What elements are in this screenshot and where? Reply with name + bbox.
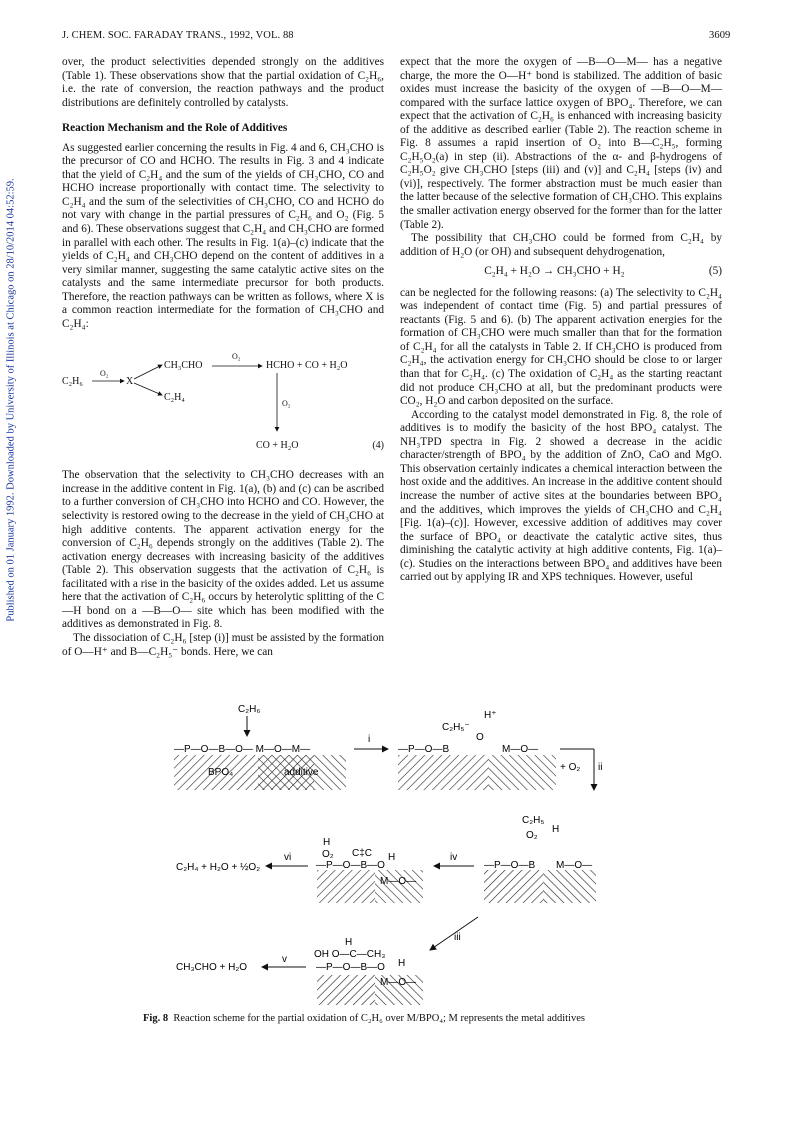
- fig-chain: M—O—: [380, 977, 417, 988]
- running-header: J. CHEM. SOC. FARADAY TRANS., 1992, VOL. 88: [62, 30, 294, 41]
- fig-additive-label: additive: [284, 767, 319, 778]
- equation-number: (5): [708, 265, 722, 278]
- fig-o2-label: + O₂: [560, 762, 581, 773]
- caption-text: Reaction scheme for the partial oxidation of C₂H₆ over M/BPO₄; M represents the metal additives: [173, 1013, 585, 1024]
- paragraph: The possibility that CH₃CHO could be formed from C₂H₄ by addition of H₂O (or OH) and subsequent dehydrogenation,: [400, 232, 722, 258]
- scheme-x: X: [126, 376, 134, 388]
- fig-oh-ch3: OH O—C—CH₃: [314, 949, 386, 960]
- fig-product-vi: C₂H₄ + H₂O + ½O₂: [176, 862, 261, 873]
- fig-proton: H⁺: [484, 710, 497, 721]
- fig-chain: —P—O—B—O: [316, 860, 385, 871]
- paragraph: According to the catalyst model demonstrated in Fig. 8, the role of additives is to modify the basicity of the host BPO₄ catalyst. The NH₃TPD spectra in Fig. 2 showed a decrease in the acidic character/strength of BPO₄ by the addition of ZnO, CaO and MgO. This observation certainly indicates a chemical interaction between the host oxide and the additives. An increase in the additive content should increase the number of active sites at the boundaries between BPO₄ and the additives, which improves the yields of CH₃CHO and C₂H₄ [Fig. 1(a)–(c)]. However, excessive addition of additives may cover the surface of BPO₄ or deactivate the catalytic active sites, thus diminishing the catalytic activity at high additive contents, Fig. 1(a)–(c). Studies on the interactions between BPO₄ and additives have been carried out by applying IR and XPS techniques. However, useful: [400, 408, 722, 584]
- fig-chain: —P—O—B—O— M—O—M—: [174, 744, 311, 755]
- surface: [398, 755, 488, 790]
- scheme-c2h6: C₂H₆: [62, 376, 83, 388]
- fig-h: H: [323, 837, 331, 848]
- fig-chain: M—O—: [502, 744, 539, 755]
- surface: [317, 975, 375, 1005]
- download-watermark-text: Published on 01 January 1992. Downloaded by University of Illinois at Chicago on 28/10/2014 04:52:59.: [5, 178, 17, 622]
- surface: [317, 870, 375, 903]
- fig-step-label: iii: [454, 932, 461, 943]
- fig-chain: —P—O—B: [398, 744, 450, 755]
- fig-chain: M—O—: [556, 860, 593, 871]
- surface: [544, 870, 596, 903]
- paragraph: over, the product selectivities depended strongly on the additives (Table 1). These observations show that the partial oxidation of C₂H₆, i.e. the rate of conversion, the reaction pathways and the product distributions are definitely controlled by catalysts.: [62, 56, 384, 109]
- caption-label: Fig. 8: [143, 1013, 169, 1024]
- surface: [488, 755, 556, 790]
- fig-chain: M—O—: [380, 876, 417, 887]
- fig-chain: —P—O—B—O: [316, 962, 385, 973]
- scheme-c2h4: C₂H₄: [164, 392, 185, 404]
- fig-chain: —P—O—B: [484, 860, 536, 871]
- equation-body: C₂H₄ + H₂O → CH₃CHO + H₂: [484, 265, 625, 278]
- page-number: 3609: [709, 30, 731, 41]
- figure-caption: [143, 1013, 585, 1024]
- fig-o2: O₂: [526, 830, 538, 841]
- fig-c2h6: C₂H₆: [238, 704, 261, 715]
- scheme-o2: O₂: [282, 399, 291, 409]
- section-heading: Reaction Mechanism and the Role of Additives: [62, 122, 288, 135]
- equation-number: (4): [372, 440, 384, 452]
- fig-c2h5: C₂H₅: [522, 815, 545, 826]
- scheme-o2: O₂: [100, 369, 109, 379]
- scheme-o2: O₂: [232, 352, 241, 362]
- fig-h: H: [398, 958, 406, 969]
- fig-c2h5-anion: C₂H₅⁻: [442, 722, 470, 733]
- fig-o2: O₂: [322, 849, 334, 860]
- fig-h: H: [552, 824, 560, 835]
- surface: [484, 870, 544, 903]
- paragraph: As suggested earlier concerning the results in Fig. 4 and 6, CH₃CHO is the precursor of CO and HCHO. The results in Fig. 3 and 4 indicate that the yield of C₂H₄ and the sum of the yields of CH₃CHO, CO and HCHO increase proportionally with contact time. The selectivity to C₂H₄ and the sum of the selectivities of CH₃CHO, CO and HCHO do not vary with change in the partial pressures of C₂H₆ and O₂ (Fig. 5 and 6). These observations suggest that C₂H₄ and CH₃CHO are formed in parallel with each other. The results in Fig. 1(a)–(c) indicate that the yields of C₂H₄ and CH₃CHO depend on the content of additives in a very similar manner, suggesting the same catalytic active sites on the catalysts and the same intermediate precursor for both products. Therefore, the reaction pathways can be written as follows, where X is a common reaction intermediate for the formation of CH₃CHO and C₂H₄:: [62, 141, 384, 330]
- fig-bpo4-label: BPO₄: [208, 767, 234, 778]
- paragraph: The observation that the selectivity to CH₃CHO decreases with an increase in the additive content in Fig. 1(a), (b) and (c) can be ascribed to a further conversion of CH₃CHO into HCHO and CO. However, the selectivity is restored owing to the decrease in the yield of CH₃CHO at high additive contents. The apparent activation energy for the conversion of C₂H₆ depends strongly on the additives (Table 2). The activation energy decreases with increasing basicity of the additives (Table 2). This observation suggests that the activation of C₂H₆ is facilitated with a rise in the basicity of the oxides added. Let us assume here that the activation of C₂H₆ occurs by heterolytic splitting of the C—H bond on a —B—O— site which has been modified with the additives as demonstrated in Fig. 8.: [62, 469, 384, 631]
- fig-step-label: iv: [450, 852, 458, 863]
- paragraph: The dissociation of C₂H₆ [step (i)] must be assisted by the formation of O—H⁺ and B—C₂H₅⁻ bonds. Here, we can: [62, 631, 384, 658]
- scheme-ch3cho: CH₃CHO: [164, 360, 203, 372]
- paragraph: expect that the more the oxygen of —B—O—M— has a negative charge, the more the O—H⁺ bond is stabilized. The addition of basic oxides must increase the basicity of the oxygen of —B—O—M— compared with the surface lattice oxygen of BPO₄. Therefore, we can expect that the activation of C₂H₆ is enhanced with increasing basicity of the additive as described earlier (Table 2). The reaction scheme in Fig. 8 assumes a rapid insertion of O₂ into B—C₂H₅, forming C₂H₅O₂(a) in step (ii). Abstractions of the α- and β-hydrogens of C₂H₅O₂ give CH₃CHO [steps (iii) and (v)] and C₂H₄ [steps (iv) and (vi)], respectively. The former abstraction must be much easier than the latter because of the selective formation of CH₃CHO. This explains the smaller activation energy observed for the former than for the latter (Table 2).: [400, 56, 722, 231]
- fig-h: H: [388, 852, 396, 863]
- fig-step-label: ii: [598, 762, 603, 773]
- scheme-products: HCHO + CO + H₂O: [266, 360, 348, 372]
- scheme-co-h2o: CO + H₂O: [256, 440, 299, 452]
- fig-product-v: CH₃CHO + H₂O: [176, 962, 248, 973]
- fig-h: H: [345, 937, 353, 948]
- fig-oxygen: O: [476, 732, 484, 743]
- fig-step-label: i: [368, 734, 371, 745]
- paragraph: can be neglected for the following reasons: (a) The selectivity to C₂H₄ was independent of contact time (Fig. 5) and partial pressures of reactants (Fig. 5 and 6). (b) The apparent activation energies for the formation of CH₃CHO were much smaller than that for the formation of C₂H₄ for all the catalysts in Table 2. If CH₃CHO is produced from C₂H₄, the activation energy for CH₃CHO should be close to or larger than that for C₂H₄. (c) The oxidation of C₂H₄ as the starting reactant did not produce CH₃CHO at all, but the predominant products were CO₂, H₂O and carbon deposited on the surface.: [400, 286, 722, 408]
- fig-step-label: v: [282, 954, 287, 965]
- fig-step-label: vi: [284, 852, 292, 863]
- fig-cc: C‡C: [352, 848, 373, 859]
